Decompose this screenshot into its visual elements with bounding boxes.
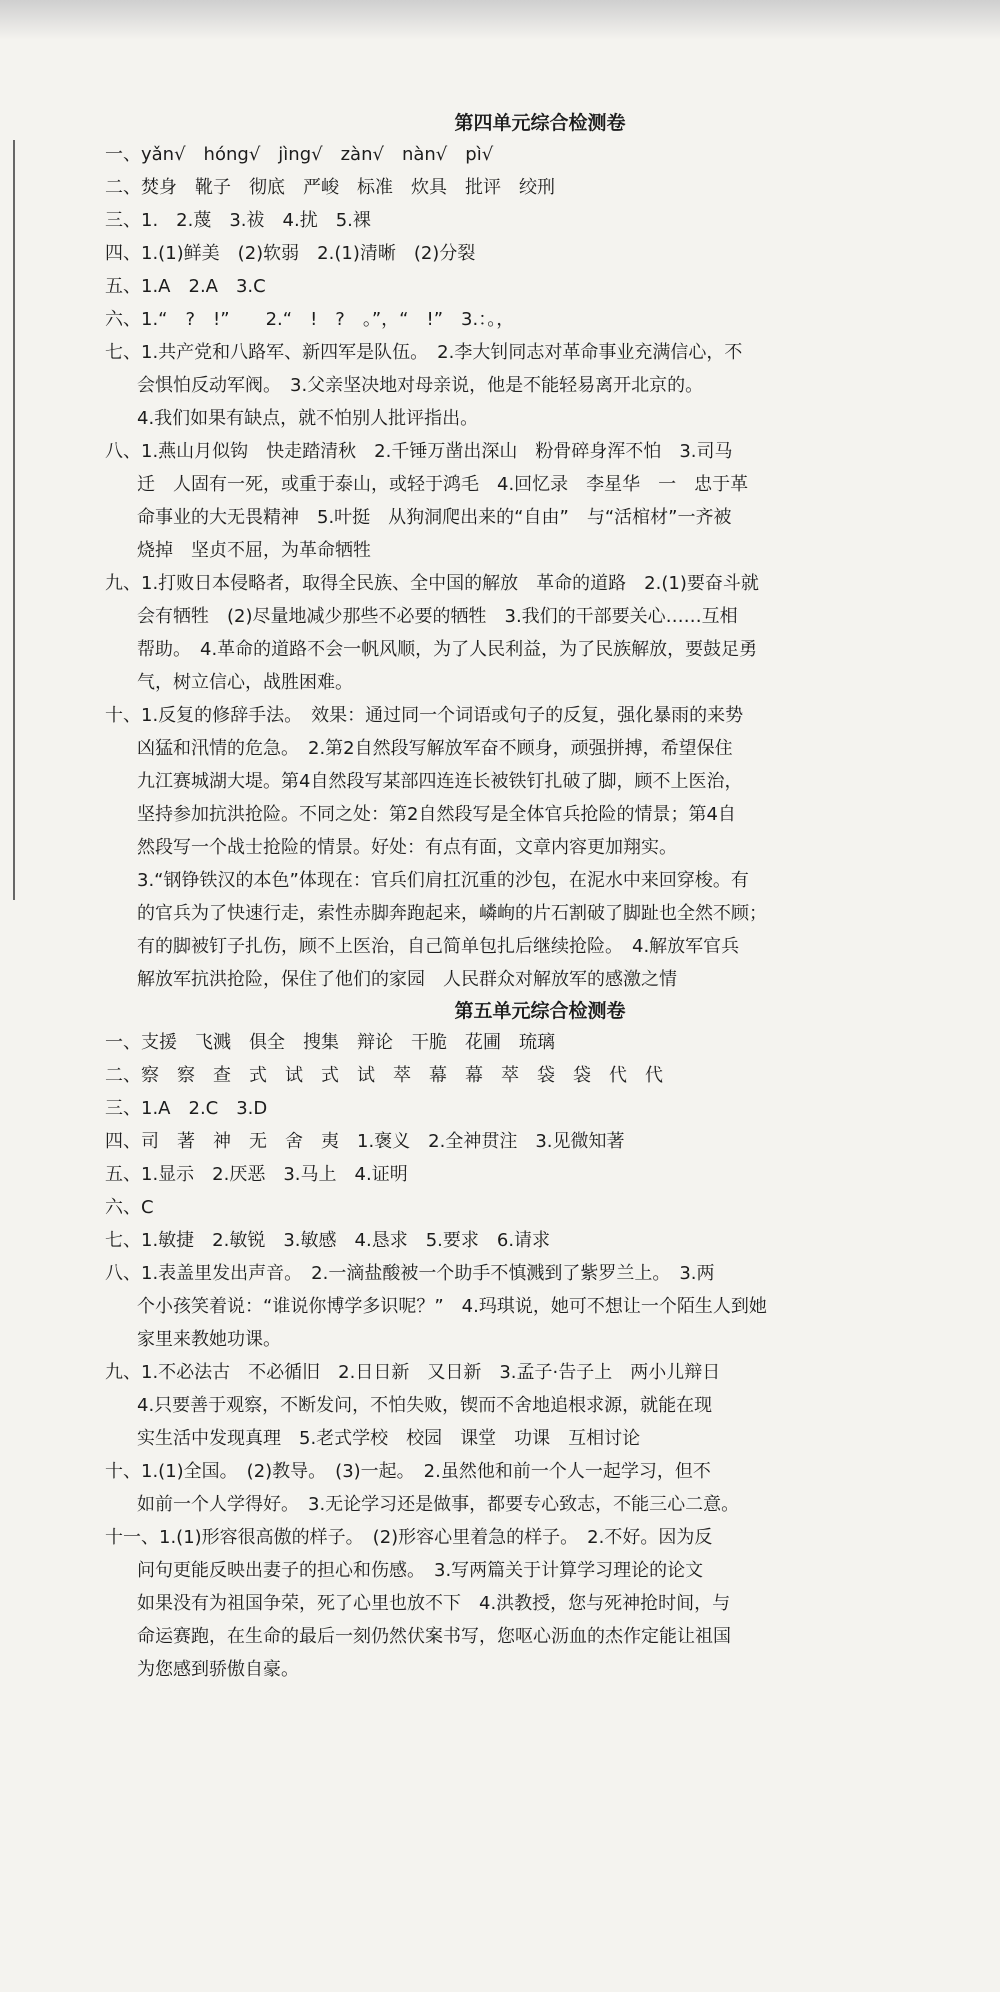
unit4-line: 五、1.A 2.A 3.C [105, 276, 266, 297]
unit5-line: 个小孩笑着说：“谁说你博学多识呢？” 4.玛琪说，她可不想让一个陌生人到她 [137, 1296, 767, 1317]
unit4-line: 二、焚身 靴子 彻底 严峻 标准 炊具 批评 绞刑 [105, 177, 555, 198]
unit4-line: 六、1.“ ? !” 2.“ ! ? 。”，“ !” 3.：。， [105, 309, 515, 330]
unit4-line: 九江赛城湖大堤。第4自然段写某部四连连长被铁钉扎破了脚，顾不上医治， [137, 771, 743, 792]
scan-shadow [0, 0, 1000, 40]
unit4-line: 会有牺牲 (2)尽量地减少那些不必要的牺牲 3.我们的干部要关心……互相 [137, 606, 738, 627]
unit5-line: 命运赛跑，在生命的最后一刻仍然伏案书写，您呕心沥血的杰作定能让祖国 [137, 1626, 731, 1647]
unit5-line: 问句更能反映出妻子的担心和伤感。 3.写两篇关于计算学习理论的论文 [137, 1560, 704, 1581]
unit5-line: 十、1.(1)全国。 (2)教导。 (3)一起。 2.虽然他和前一个人一起学习，但不 [105, 1461, 711, 1482]
unit4-line: 会惧怕反动军阀。 3.父亲坚决地对母亲说，他是不能轻易离开北京的。 [137, 375, 704, 396]
unit5-line: 五、1.显示 2.厌恶 3.马上 4.证明 [105, 1164, 408, 1185]
unit4-line: 的官兵为了快速行走，索性赤脚奔跑起来，嶙峋的片石割破了脚趾也全然不顾； [137, 903, 767, 924]
unit4-line: 凶猛和汛情的危急。 2.第2自然段写解放军奋不顾身，顽强拼搏，希望保住 [137, 738, 733, 759]
unit4-line: 一、yǎn√ hóng√ jìng√ zàn√ nàn√ pì√ [105, 144, 494, 165]
unit5-line: 家里来教她功课。 [137, 1329, 281, 1350]
unit4-line: 解放军抗洪抢险，保住了他们的家园 人民群众对解放军的感激之情 [137, 969, 677, 990]
unit5-line: 如前一个人学得好。 3.无论学习还是做事，都要专心致志，不能三心二意。 [137, 1494, 740, 1515]
unit4-line: 七、1.共产党和八路军、新四军是队伍。 2.李大钊同志对革命事业充满信心，不 [105, 342, 743, 363]
unit4-line: 八、1.燕山月似钩 快走踏清秋 2.千锤万凿出深山 粉骨碎身浑不怕 3.司马 [105, 441, 733, 462]
unit4-line: 坚持参加抗洪抢险。不同之处：第2自然段写是全体官兵抢险的情景；第4自 [137, 804, 736, 825]
unit5-line: 如果没有为祖国争荣，死了心里也放不下 4.洪教授，您与死神抢时间，与 [137, 1593, 731, 1614]
unit5-line: 二、察 察 查 式 试 式 试 萃 幕 幕 萃 袋 袋 代 代 [105, 1065, 663, 1086]
unit5-line: 八、1.表盖里发出声音。 2.一滴盐酸被一个助手不慎溅到了紫罗兰上。 3.两 [105, 1263, 715, 1284]
unit5-line: 四、司 著 神 无 舍 夷 1.褒义 2.全神贯注 3.见微知著 [105, 1131, 625, 1152]
unit4-section [105, 108, 975, 996]
unit4-line: 四、1.(1)鲜美 (2)软弱 2.(1)清晰 (2)分裂 [105, 243, 476, 264]
unit5-line: 为您感到骄傲自豪。 [137, 1659, 299, 1680]
unit5-line: 七、1.敏捷 2.敏锐 3.敏感 4.恳求 5.要求 6.请求 [105, 1230, 551, 1251]
unit5-line: 一、支援 飞溅 俱全 搜集 辩论 干脆 花圃 琉璃 [105, 1032, 555, 1053]
unit4-title: 第四单元综合检测卷 [454, 112, 626, 134]
binding-margin-line [13, 140, 15, 900]
unit4-line: 烧掉 坚贞不屈，为革命牺牲 [137, 540, 371, 561]
unit4-line: 气，树立信心，战胜困难。 [137, 672, 353, 693]
unit4-line: 帮助。 4.革命的道路不会一帆风顺，为了人民利益，为了民族解放，要鼓足勇 [137, 639, 758, 660]
unit5-title: 第五单元综合检测卷 [454, 1000, 626, 1022]
unit4-line: 然段写一个战士抢险的情景。好处：有点有面，文章内容更加翔实。 [137, 837, 677, 858]
unit4-line: 迁 人固有一死，或重于泰山，或轻于鸿毛 4.回忆录 李星华 一 忠于革 [137, 474, 749, 495]
unit4-line: 4.我们如果有缺点，就不怕别人批评指出。 [137, 408, 479, 429]
unit4-line: 三、1. 2.蔑 3.祓 4.扰 5.裸 [105, 210, 371, 231]
unit5-line: 十一、1.(1)形容很高傲的样子。 (2)形容心里着急的样子。 2.不好。因为反 [105, 1527, 713, 1548]
unit4-line: 九、1.打败日本侵略者，取得全民族、全中国的解放 革命的道路 2.(1)要奋斗就 [105, 573, 759, 594]
unit4-line: 3.“钢铮铁汉的本色”体现在：官兵们肩扛沉重的沙包，在泥水中来回穿梭。有 [137, 870, 749, 891]
unit5-line: 三、1.A 2.C 3.D [105, 1098, 268, 1119]
unit4-line: 有的脚被钉子扎伤，顾不上医治，自己简单包扎后继续抢险。 4.解放军官兵 [137, 936, 740, 957]
unit5-section [105, 996, 975, 1686]
unit4-line: 命事业的大无畏精神 5.叶挺 从狗洞爬出来的“自由” 与“活棺材”一齐被 [137, 507, 732, 528]
unit5-line: 九、1.不必法古 不必循旧 2.日日新 又日新 3.孟子·告子上 两小儿辩日 [105, 1362, 721, 1383]
unit4-line: 十、1.反复的修辞手法。 效果：通过同一个词语或句子的反复，强化暴雨的来势 [105, 705, 744, 726]
unit5-line: 实生活中发现真理 5.老式学校 校园 课堂 功课 互相讨论 [137, 1428, 641, 1449]
unit5-line: 4.只要善于观察，不断发问，不怕失败，锲而不舍地追根求源，就能在现 [137, 1395, 713, 1416]
unit5-line: 六、C [105, 1197, 154, 1218]
